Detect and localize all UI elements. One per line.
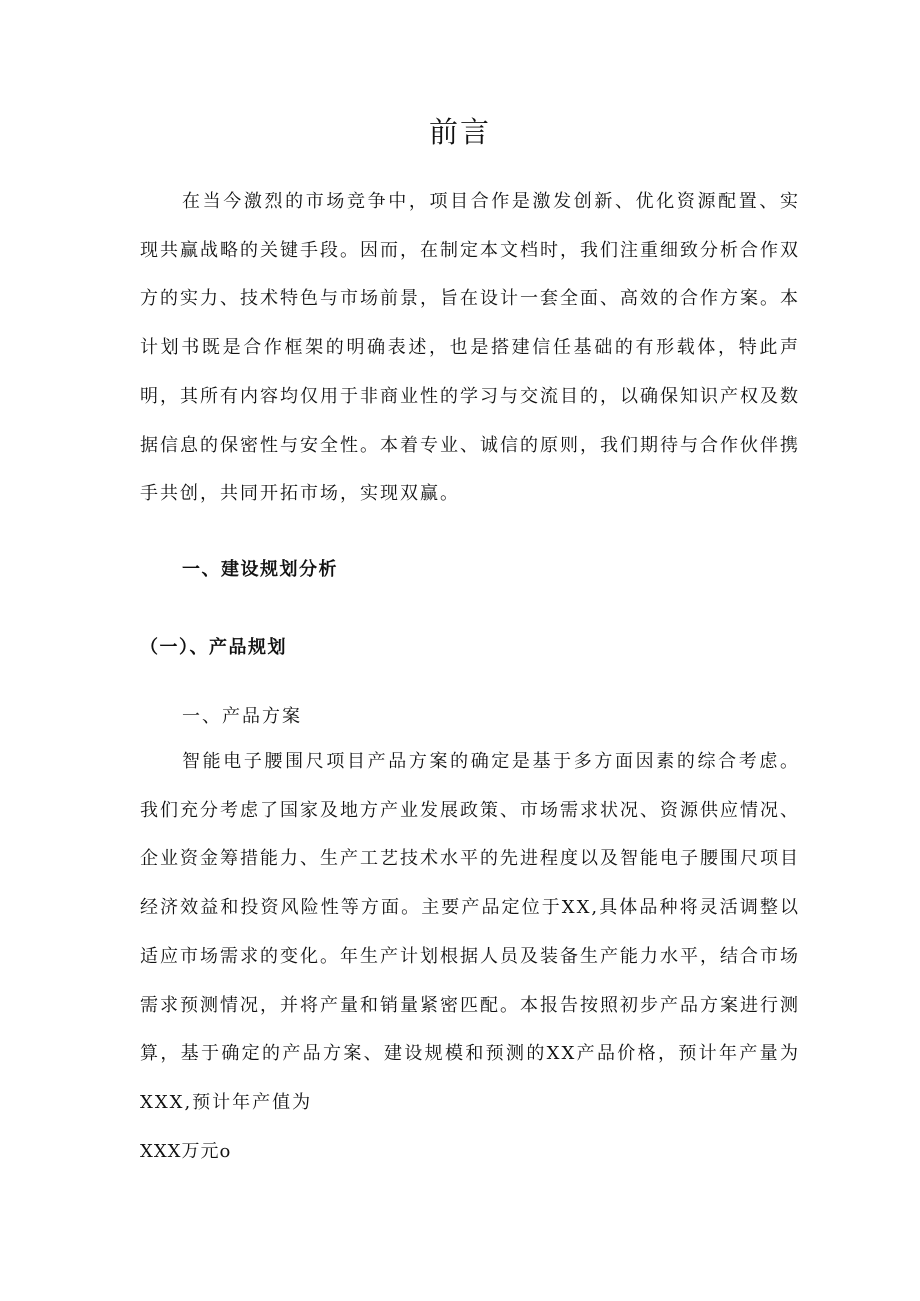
trailing-line: XXX万元o <box>140 1141 232 1162</box>
subsection-heading: （一）、产品规划 <box>140 637 287 658</box>
preface-paragraph: 在当今激烈的市场竞争中，项目合作是激发创新、优化资源配置、实现共赢战略的关键手段。因而，在制定本文档时，我们注重细致分析合作双方的实力、技术特色与市场前景，旨在设计一套全面、高效的合作方案。本计划书既是合作框架的明确表述，也是搭建信任基础的有形载体，特此声明，其所有内容均仅用于非商业性的学习与交流目的，以确保知识产权及数据信息的保密性与安全性。本着专业、诚信的原则，我们期待与合作伙伴携手共创，共同开拓市场，实现双赢。 <box>140 191 800 505</box>
product-paragraph: 智能电子腰围尺项目产品方案的确定是基于多方面因素的综合考虑。我们充分考虑了国家及地方产业发展政策、市场需求状况、资源供应情况、企业资金筹措能力、生产工艺技术水平的先进程度以及智能电子腰围尺项目经济效益和投资风险性等方面。主要产品定位于XX,具体品种将灵活调整以适应市场需求的变化。年生产计划根据人员及装备生产能力水平，结合市场需求预测情况，并将产量和销量紧密匹配。本报告按照初步产品方案进行测算，基于确定的产品方案、建设规模和预测的XX产品价格，预计年产量为XXX,预计年产值为 <box>140 751 800 1113</box>
section-heading: 一、建设规划分析 <box>182 559 338 580</box>
page-title: 前言 <box>428 115 491 149</box>
item-heading: 一、产品方案 <box>182 706 302 727</box>
